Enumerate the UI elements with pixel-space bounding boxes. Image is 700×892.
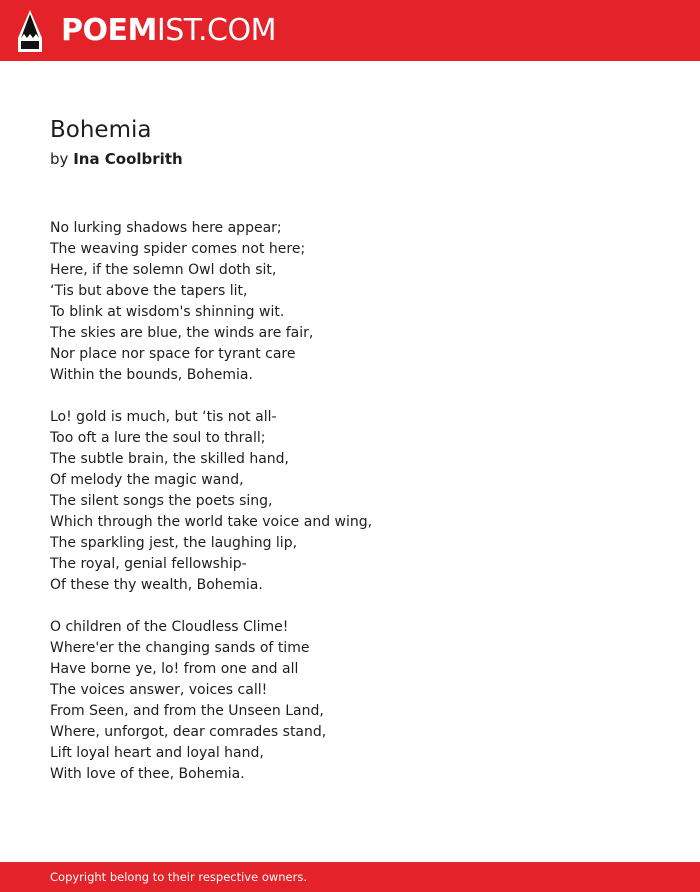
author-name[interactable]: Ina Coolbrith — [73, 150, 183, 168]
site-logo-text[interactable] — [61, 13, 276, 49]
poem-line: O children of the Cloudless Clime! — [50, 619, 289, 635]
poem-line: Nor place nor space for tyrant care — [50, 346, 296, 362]
poem-line: ‘Tis but above the tapers lit, — [50, 283, 248, 299]
brand-rest: IST.COM — [156, 13, 276, 48]
copyright-text: Copyright belong to their respective owners. — [50, 870, 308, 884]
poem-line: Of melody the magic wand, — [50, 472, 244, 488]
poem-line: Where'er the changing sands of time — [50, 640, 310, 656]
poem-line: Lo! gold is much, but ‘tis not all- — [50, 409, 277, 425]
poem-line: Which through the world take voice and wing, — [50, 514, 373, 530]
poem-line: With love of thee, Bohemia. — [50, 766, 245, 782]
poem-line: The royal, genial fellowship- — [50, 556, 247, 572]
poem-line: Within the bounds, Bohemia. — [50, 367, 253, 383]
poem-line: From Seen, and from the Unseen Land, — [50, 703, 324, 719]
site-header — [0, 0, 700, 61]
site-footer — [0, 862, 700, 892]
poem-line: Have borne ye, lo! from one and all — [50, 661, 299, 677]
poem-line: No lurking shadows here appear; — [50, 220, 282, 236]
by-prefix: by — [50, 150, 69, 168]
poem-line: The subtle brain, the skilled hand, — [50, 451, 289, 467]
poem-body — [50, 218, 650, 806]
poem-line: The sparkling jest, the laughing lip, — [50, 535, 298, 551]
poem-line: The weaving spider comes not here; — [50, 241, 306, 257]
poem-line: Of these thy wealth, Bohemia. — [50, 577, 263, 593]
poem-line: The silent songs the poets sing, — [50, 493, 273, 509]
poem-byline — [50, 148, 183, 170]
poem-stanza — [50, 407, 650, 596]
brand-bold: POEM — [61, 13, 157, 48]
poem-title: Bohemia — [50, 117, 152, 143]
poem-line: Too oft a lure the soul to thrall; — [50, 430, 266, 446]
poem-stanza — [50, 617, 650, 785]
pencil-icon[interactable] — [18, 10, 42, 52]
poem-line: Where, unforgot, dear comrades stand, — [50, 724, 327, 740]
poem-line: Lift loyal heart and loyal hand, — [50, 745, 264, 761]
poem-line: The skies are blue, the winds are fair, — [50, 325, 314, 341]
poem-line: To blink at wisdom's shinning wit. — [50, 304, 285, 320]
poem-line: The voices answer, voices call! — [50, 682, 268, 698]
poem-line: Here, if the solemn Owl doth sit, — [50, 262, 277, 278]
poem-stanza — [50, 218, 650, 386]
